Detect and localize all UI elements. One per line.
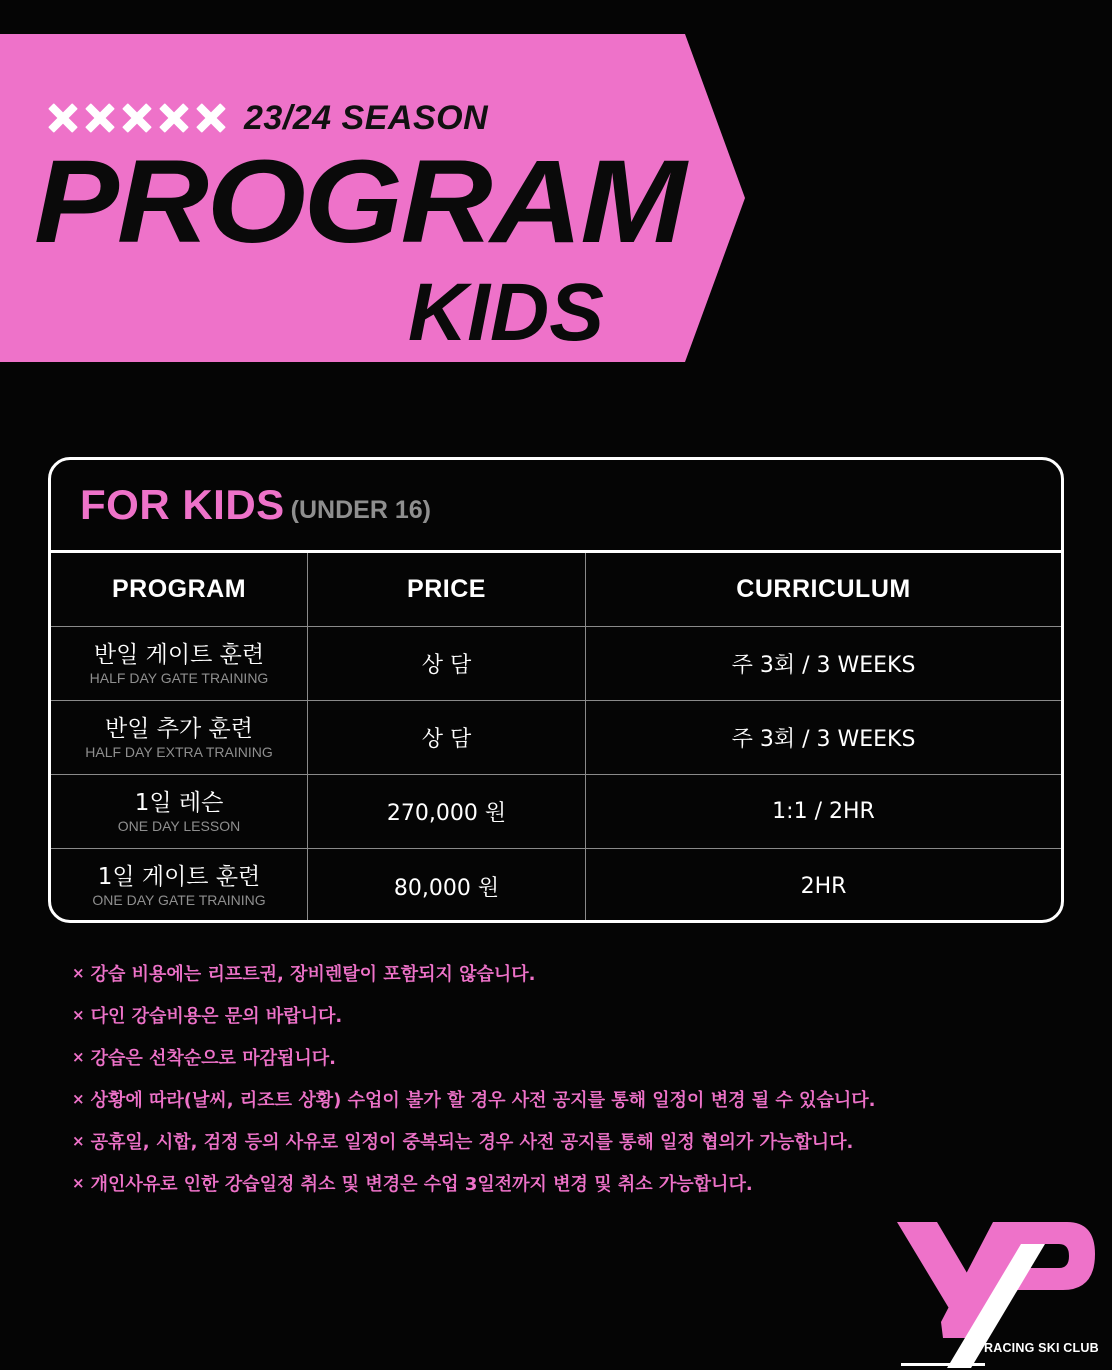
notes-list [72, 952, 875, 1204]
header-label: PROGRAM [111, 575, 247, 603]
header-label: PRICE [407, 575, 486, 603]
note-text: 강습은 선착순으로 마감됩니다. [90, 1048, 336, 1069]
program-name-en: ONE DAY LESSON [117, 817, 241, 834]
curriculum-value: 주 3회 / 3 WEEKS [731, 653, 916, 678]
curriculum-cell [586, 627, 1061, 700]
note-text: 다인 강습비용은 문의 바랍니다. [90, 1006, 343, 1027]
program-name-ko: 1일 게이트 훈련 [97, 864, 261, 890]
page-title: PROGRAM [34, 136, 685, 268]
note-text: 강습 비용에는 리프트권, 장비렌탈이 포함되지 않습니다. [90, 964, 536, 985]
program-name-ko: 반일 게이트 훈련 [93, 641, 265, 668]
price-value: 270,000 원 [386, 801, 507, 826]
program-cell [51, 849, 308, 923]
price-cell [308, 849, 586, 923]
header-cell-program [51, 553, 308, 626]
price-cell [308, 627, 586, 700]
curriculum-value: 1:1 / 2HR [772, 799, 875, 824]
program-cell [51, 627, 308, 700]
header-cell-curriculum [586, 553, 1061, 626]
note-text: 상황에 따라(날씨, 리조트 상황) 수업이 불가 할 경우 사전 공지를 통해 일정이 변경 될 수 있습니다. [90, 1090, 876, 1111]
program-name-ko: 반일 추가 훈련 [105, 715, 253, 742]
card-title: FOR KIDS [80, 481, 285, 528]
note-item [72, 994, 875, 1036]
bullet-x-icon: × [72, 1132, 85, 1150]
price-value: 80,000 원 [393, 875, 500, 901]
season-row [48, 98, 488, 138]
note-item [72, 952, 875, 994]
program-name-en: HALF DAY GATE TRAINING [89, 669, 269, 686]
x-marks-decoration [48, 103, 226, 133]
program-table-card [48, 457, 1064, 923]
table-header-row [51, 553, 1061, 627]
curriculum-value: 2HR [800, 873, 847, 899]
note-text: 공휴일, 시합, 검정 등의 사유로 일정이 중복되는 경우 사전 공지를 통해 일정 협의가 가능합니다. [90, 1132, 854, 1153]
bullet-x-icon: × [72, 1006, 85, 1024]
table-row [51, 627, 1061, 701]
bullet-x-icon: × [72, 1048, 85, 1066]
table-row [51, 701, 1061, 775]
program-name-ko: 1일 레슨 [134, 789, 224, 816]
table-row [51, 849, 1061, 923]
curriculum-cell [586, 849, 1061, 923]
x-mark-icon [122, 103, 152, 133]
x-mark-icon [85, 103, 115, 133]
price-cell [308, 775, 586, 848]
logo-underline [901, 1363, 985, 1366]
bullet-x-icon: × [72, 1090, 85, 1108]
card-header [51, 460, 1061, 553]
note-item [72, 1162, 875, 1204]
price-value: 상 담 [421, 653, 472, 678]
note-text: 개인사유로 인한 강습일정 취소 및 변경은 수업 3일전까지 변경 및 취소 가능합니다. [90, 1174, 753, 1195]
note-item [72, 1036, 875, 1078]
curriculum-cell [586, 775, 1061, 848]
price-value: 상 담 [421, 727, 472, 752]
header-label: CURRICULUM [736, 575, 911, 603]
table-row [51, 775, 1061, 849]
program-cell [51, 775, 308, 848]
bullet-x-icon: × [72, 964, 85, 982]
bullet-x-icon: × [72, 1174, 85, 1192]
season-label: 23/24 SEASON [244, 98, 489, 137]
header-cell-price [308, 553, 586, 626]
page-subtitle: KIDS [408, 267, 604, 358]
note-item [72, 1078, 875, 1120]
program-name-en: ONE DAY GATE TRAINING [92, 892, 266, 908]
curriculum-cell [586, 701, 1061, 774]
logo-text: RACING SKI CLUB [984, 1341, 1099, 1355]
note-item [72, 1120, 875, 1162]
card-subtitle: (UNDER 16) [290, 495, 431, 524]
program-cell [51, 701, 308, 774]
x-mark-icon [48, 103, 78, 133]
curriculum-value: 주 3회 / 3 WEEKS [731, 727, 916, 752]
program-name-en: HALF DAY EXTRA TRAINING [85, 743, 273, 760]
x-mark-icon [196, 103, 226, 133]
x-mark-icon [159, 103, 189, 133]
price-cell [308, 701, 586, 774]
